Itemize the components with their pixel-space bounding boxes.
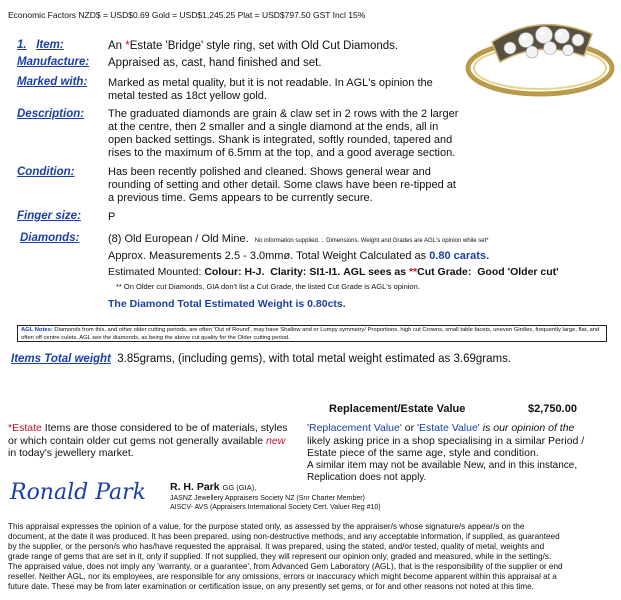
finger-size-value: P [108, 211, 116, 223]
diamond-total-estimated: The Diamond Total Estimated Weight is 0.80cts. [108, 298, 346, 310]
diamonds-count: (8) Old European / Old Mine. No information supplied. :. Dimensions, Weight and Grades are AGL's opinion while set* [108, 233, 489, 245]
manufacture-text: Appraised as, cast, hand finished and set. [108, 57, 322, 69]
manufacture-label: Manufacture: [17, 56, 90, 68]
marked-with-label: Marked with: [17, 76, 88, 88]
disclaimer: This appraisal expresses the opinion of a value, for the purpose stated only, as assessed by the appraiser/s whose signature/s appear/s on the document, at the date it was produced. It has been prepared, using non-destructive methods, and any acceptable information, if supplied, as guaranteed by the supplier, or the person/s who has/have requested the appraisal. It was prepared, using the stated, and/or tested, quality of metal, weights and grade range of gems that are set in it, only if supplied. If not supplied, they will represent our opinion only, graded and measured, while in the setting/s. The appraised value, does not imply any 'warranty, or a guarantee', from Advanced Gem Laboratory (AGL), that is the responsibility of the supplier or end reseller. Neither AGL, nor its employees, are responsible for any omissions, errors or inaccuracy which might become apparent within this appraisal at a future date. These may be from later examination or certification issue, on any presently set gems, or for and other reasons not noted at this time. [8, 522, 563, 591]
replacement-explanation: 'Replacement Value' or 'Estate Value' is our opinion of the likely asking price in a shop specialising in a similar Period / Estate piece of the same age, style and condition. A similar item may not be available New, and in this instance, Replication does not apply. [307, 422, 585, 483]
estate-note: *Estate Items are those considered to be of materials, styles or which contain older cut gems not generally available new in today's jewellery market. [8, 422, 288, 459]
replacement-value-amount: $2,750.00 [528, 403, 577, 415]
agl-notes-box: AGL Notes: Diamonds from this, and other older cutting periods, are often 'Out of Round', may have Shallow and or Lumpy symmetry/ Proportions, high cut Crowns, small table facets, uneven Girdles, frequently large, flat, and often off centre culets. AGL see the diamonds, as being the above cut quality for the Older cutting period. [17, 325, 607, 342]
condition-label: Condition: [17, 166, 75, 178]
replacement-value-label: Replacement/Estate Value [329, 403, 466, 415]
economic-factors: Economic Factors NZD$ = USD$0.69 Gold = USD$1,245.25 Plat = USD$797.50 GST Incl 15% [8, 10, 366, 20]
description-text: The graduated diamonds are grain & claw set in 2 rows with the 2 larger at the centre, then 2 smaller and a single diamond at the ends, all in open backed settings. Shank is integrated, softly rounded, tapered and rises to the maximum of 6.5mm at the top, and a good average section. [108, 108, 459, 159]
ring-photo [452, 4, 618, 104]
item-label: 1. Item: [17, 39, 64, 51]
appraiser-credentials: JASNZ Jewellery Appraisers Society NZ (Snr Charter Member) AISCV- AVS (Appraisers International Society Cert. Valuer Reg #10) [170, 495, 381, 511]
signature: Ronald Park [10, 480, 146, 505]
diamonds-label: Diamonds: [20, 232, 80, 244]
diamonds-estimated: Estimated Mounted: Colour: H-J. Clarity: SI1-I1. AGL sees as **Cut Grade: Good 'Older cut' [108, 266, 559, 278]
item-text: An *Estate 'Bridge' style ring, set with Old Cut Diamonds. [108, 40, 399, 52]
items-total-weight: Items Total weight 3.85grams, (including gems), with total metal weight estimated as 3.69grams. [11, 353, 512, 365]
condition-text: Has been recently polished and cleaned. Shows general wear and rounding of setting and other detail. Some claws have been re-tipped at a previous time. Gems appears to be currently secure. [108, 166, 456, 204]
diamonds-measurements: Approx. Measurements 2.5 - 3.0mmø. Total Weight Calculated as 0.80 carats. [108, 250, 490, 262]
appraiser-name: R. H. Park GG (GIA), [170, 481, 257, 493]
finger-size-label: Finger size: [17, 210, 81, 222]
description-label: Description: [17, 108, 85, 120]
old-cut-note: ** On Older cut Diamonds, GIA don't list a Cut Grade, the listed Cut Grade is AGL's opinion. [116, 282, 420, 291]
marked-with-text: Marked as metal quality, but it is not readable. In AGL's opinion the metal tested as 18ct yellow gold. [108, 77, 433, 102]
